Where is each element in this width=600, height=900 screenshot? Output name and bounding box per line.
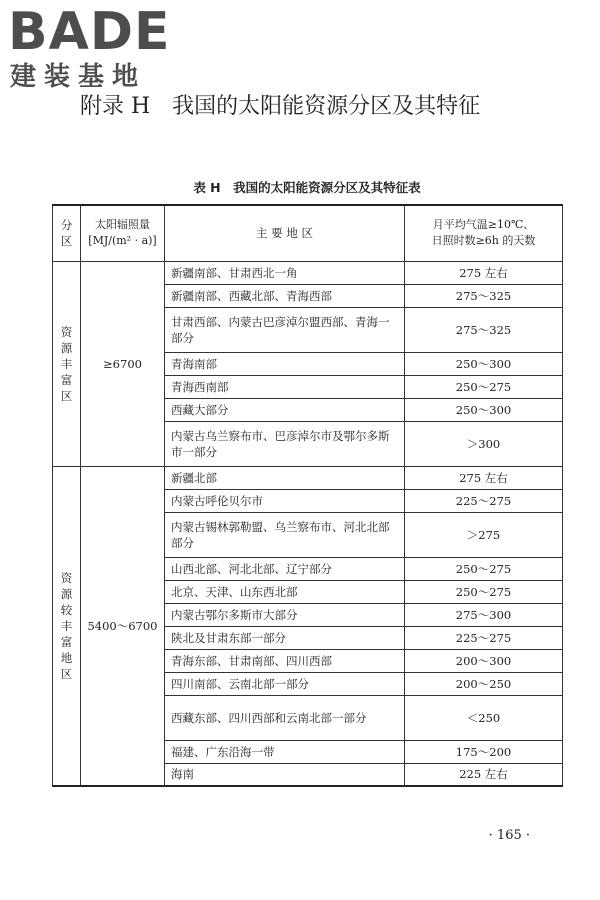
days-cell: 275～300 [405, 603, 563, 626]
zone-char: 丰 [60, 618, 73, 633]
region-cell: 内蒙古乌兰察布市、巴彦淖尔市及鄂尔多斯市一部分 [165, 421, 405, 466]
region-cell: 陕北及甘肃东部一部分 [165, 626, 405, 649]
days-cell: 250～275 [405, 375, 563, 398]
zone-char: 源 [60, 586, 73, 601]
region-cell: 四川南部、云南北部一部分 [165, 672, 405, 695]
region-cell: 新疆南部、甘肃西北一角 [165, 261, 405, 284]
logo-wordmark: BADE [8, 2, 171, 62]
region-cell: 北京、天津、山东西北部 [165, 580, 405, 603]
days-cell: 275 左右 [405, 261, 563, 284]
header-days-line2: 日照时数≥6h 的天数 [431, 234, 536, 248]
region-cell: 西藏大部分 [165, 398, 405, 421]
days-cell: 200～250 [405, 672, 563, 695]
region-cell: 内蒙古鄂尔多斯市大部分 [165, 603, 405, 626]
zone-char: 富 [60, 634, 73, 649]
region-cell: 福建、广东沿海一带 [165, 740, 405, 763]
header-zone [53, 205, 81, 261]
table-header-row [53, 205, 563, 261]
region-cell: 青海西南部 [165, 375, 405, 398]
header-days [405, 205, 563, 261]
days-cell: 250～275 [405, 580, 563, 603]
page-number: · 165 · [488, 828, 530, 843]
zone-cell [53, 261, 81, 466]
zone-cell [53, 466, 81, 786]
days-cell: ＞275 [405, 512, 563, 557]
region-cell: 山西北部、河北北部、辽宁部分 [165, 557, 405, 580]
days-cell: 275～325 [405, 284, 563, 307]
days-cell: 250～275 [405, 557, 563, 580]
days-cell: 250～300 [405, 352, 563, 375]
days-cell: 275～325 [405, 307, 563, 352]
days-cell: 175～200 [405, 740, 563, 763]
zone-char: 较 [60, 602, 73, 617]
zone-char: 区 [60, 388, 73, 403]
days-cell: 225～275 [405, 489, 563, 512]
region-cell: 青海东部、甘肃南部、四川西部 [165, 649, 405, 672]
header-radiation [81, 205, 165, 261]
zone-char: 丰 [60, 356, 73, 371]
table-row [53, 466, 563, 489]
table-caption: 表 H 我国的太阳能资源分区及其特征表 [193, 180, 421, 195]
header-days-line1: 月平均气温≥10℃、 [432, 218, 535, 232]
appendix-title: 附录 H 我国的太阳能资源分区及其特征 [80, 94, 481, 119]
region-cell: 新疆北部 [165, 466, 405, 489]
region-cell: 内蒙古锡林郭勒盟、乌兰察布市、河北北部部分 [165, 512, 405, 557]
days-cell: 250～300 [405, 398, 563, 421]
header-radiation-unit: [MJ/(m² · a)] [88, 234, 157, 248]
region-cell: 甘肃西部、内蒙古巴彦淖尔盟西部、青海一部分 [165, 307, 405, 352]
region-cell: 内蒙古呼伦贝尔市 [165, 489, 405, 512]
zone-char: 富 [60, 372, 73, 387]
table-row [53, 261, 563, 284]
days-cell: 225 左右 [405, 763, 563, 786]
days-cell: 275 左右 [405, 466, 563, 489]
radiation-cell: ≥6700 [81, 261, 165, 466]
zone-char: 地 [60, 650, 73, 665]
radiation-cell: 5400～6700 [81, 466, 165, 786]
header-zone-label: 分区 [60, 218, 73, 249]
days-cell: 225～275 [405, 626, 563, 649]
zone-char: 资 [60, 570, 73, 585]
region-cell: 新疆南部、西藏北部、青海西部 [165, 284, 405, 307]
zone-char: 源 [60, 340, 73, 355]
days-cell: ＜250 [405, 695, 563, 740]
region-cell: 西藏东部、四川西部和云南北部一部分 [165, 695, 405, 740]
region-cell: 青海南部 [165, 352, 405, 375]
header-radiation-label: 太阳辐照量 [95, 218, 150, 232]
header-region: 主 要 地 区 [165, 205, 405, 261]
region-cell: 海南 [165, 763, 405, 786]
days-cell: 200～300 [405, 649, 563, 672]
logo-subtitle: 建装基地 [10, 62, 147, 92]
zone-char: 资 [60, 324, 73, 339]
bade-logo [8, 4, 178, 96]
zone-char: 区 [60, 666, 73, 681]
table-body [53, 261, 563, 786]
solar-zone-table [52, 204, 563, 787]
days-cell: ＞300 [405, 421, 563, 466]
